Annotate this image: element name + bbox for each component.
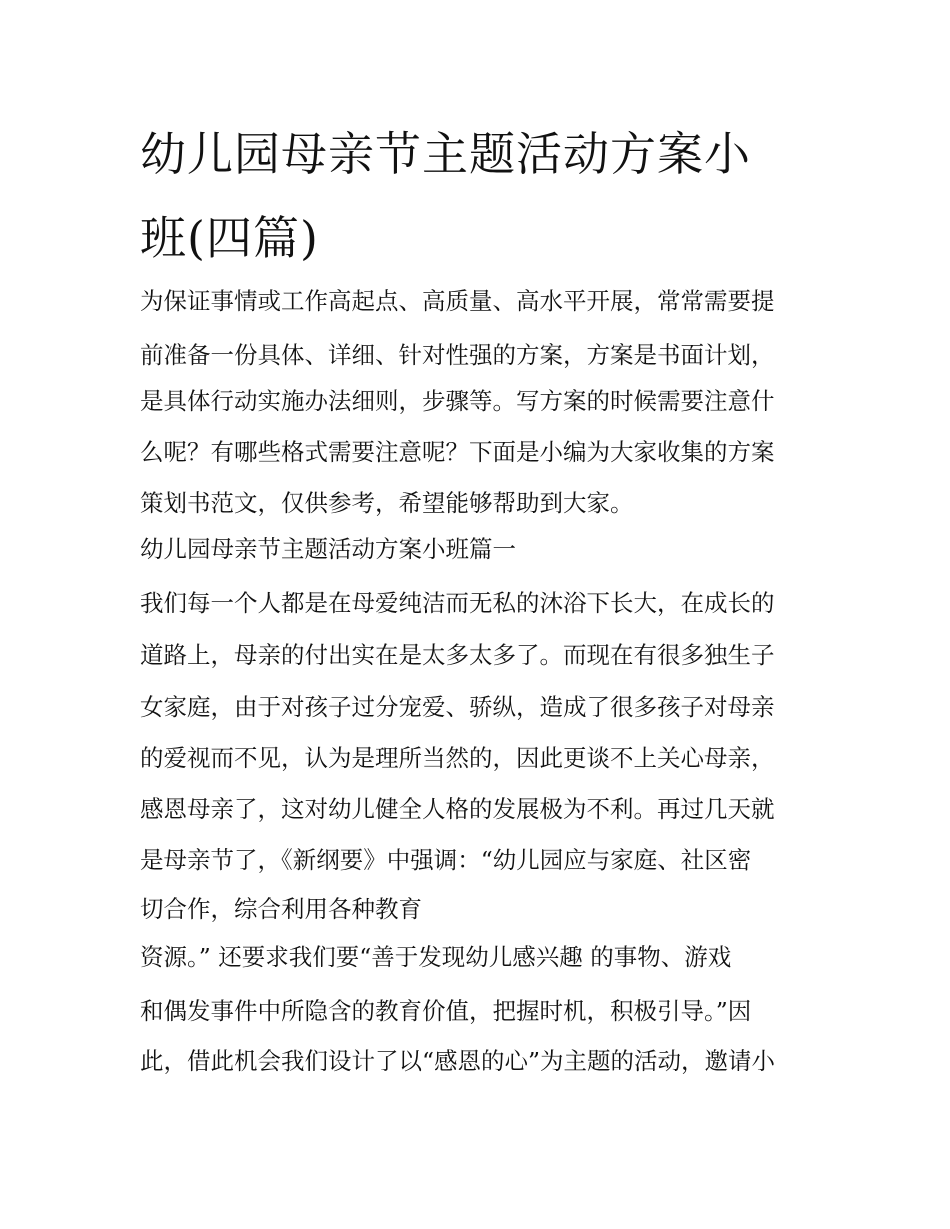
intro-line: 是具体行动实施办法细则，步骤等。写方案的时候需要注意什 [140,387,775,415]
intro-line: 策划书范文，仅供参考，希望能够帮助到大家。 [140,489,634,517]
document-title [140,112,820,280]
body-line: 我们每一个人都是在母爱纯洁而无私的沐浴下长大，在成长的 [140,589,775,617]
body-line: 的爱视而不见，认为是理所当然的，因此更谈不上关心母亲， [140,744,775,772]
body-line: 女家庭，由于对孩子过分宠爱、骄纵，造成了很多孩子对母亲 [140,693,775,721]
title-line-2: 班(四篇) [140,211,319,265]
body-line: 切合作，综合利用各种教育 [140,895,422,923]
intro-line: 前准备一份具体、详细、针对性强的方案，方案是书面计划， [140,341,775,369]
title-line-1: 幼儿园母亲节主题活动方案小 [140,127,751,181]
intro-line: 为保证事情或工作高起点、高质量、高水平开展，常常需要提 [140,287,775,315]
body-line: 资源。” 还要求我们要“善于发现幼儿感兴趣 的事物、游戏 [140,943,732,971]
section-heading: 幼儿园母亲节主题活动方案小班篇一 [140,535,516,563]
body-line: 感恩母亲了，这对幼儿健全人格的发展极为不利。再过几天就 [140,795,775,823]
body-line: 和偶发事件中所隐含的教育价值，把握时机，积极引导。”因 [140,997,752,1025]
intro-line: 么呢？有哪些格式需要注意呢？下面是小编为大家收集的方案 [140,438,775,466]
body-line: 是母亲节了，《新纲要》中强调：“幼儿园应与家庭、社区密 [140,846,752,874]
body-line: 此，借此机会我们设计了以“感恩的心”为主题的活动，邀请小 [140,1047,776,1075]
body-line: 道路上，母亲的付出实在是太多太多了。而现在有很多独生子 [140,641,775,669]
